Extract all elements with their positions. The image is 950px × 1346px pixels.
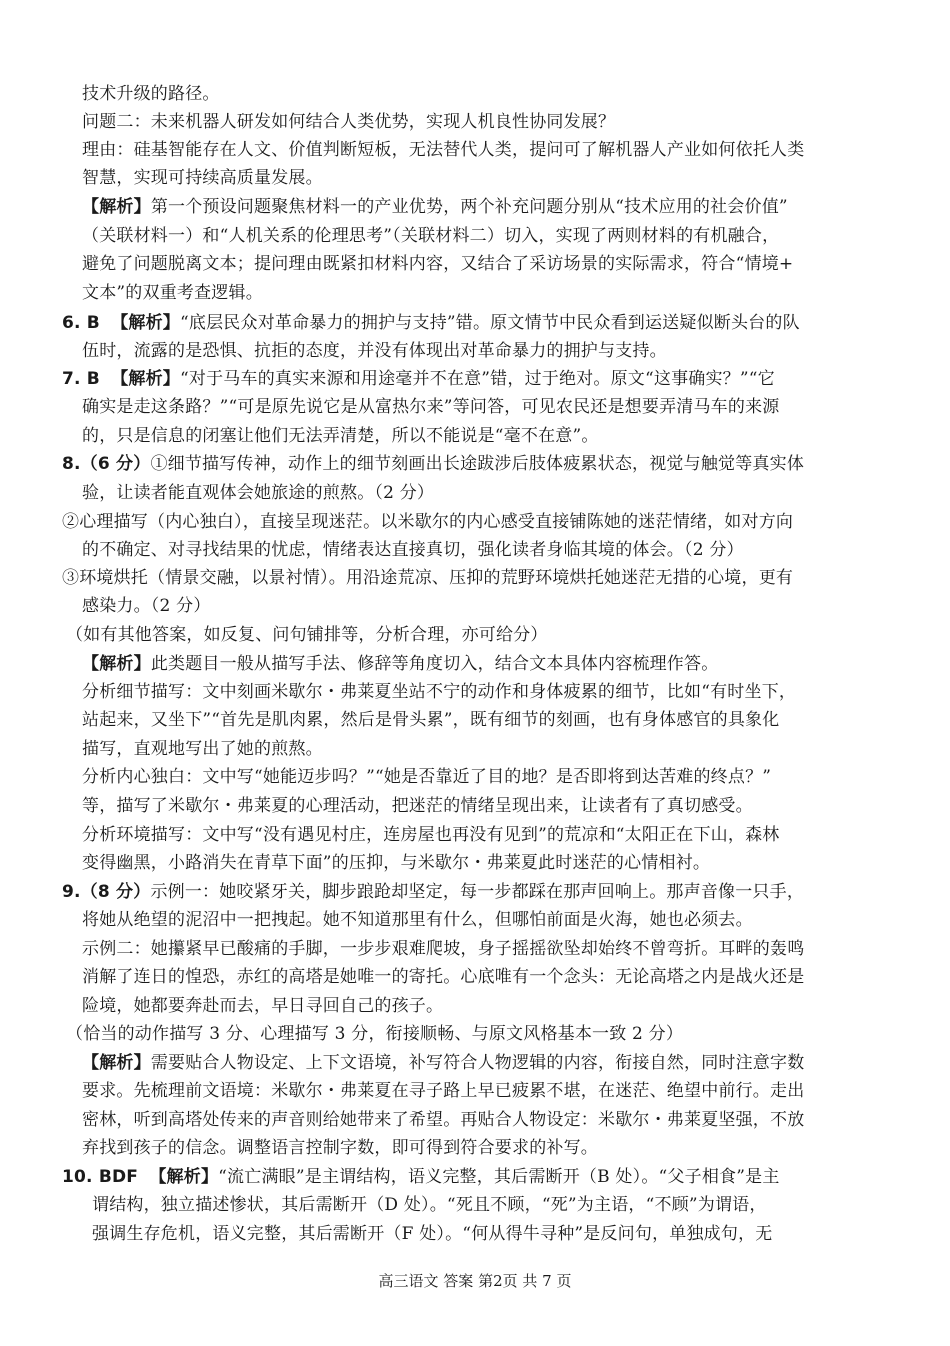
- text-line: 文本”的双重考查逻辑。: [82, 283, 263, 303]
- text-line: 确实是走这条路？”“可是原先说它是从富热尔来”等问答，可见农民还是想要弄清马车的来源: [82, 397, 780, 417]
- item-number: 8.（6 分）: [62, 454, 151, 474]
- answer-item-8: [62, 452, 804, 476]
- answer-item-6: [62, 311, 800, 335]
- text-line: 技术升级的路径。: [82, 84, 220, 104]
- text-line: 等，描写了米歇尔・弗莱夏的心理活动，把迷茫的情绪呈现出来，让读者有了真切感受。: [82, 796, 753, 816]
- text-line: 强调生存危机，语义完整，其后需断开（F 处）。“何从得牛寻种”是反问句，单独成句，无: [92, 1224, 773, 1244]
- text-span: 第一个预设问题聚焦材料一的产业优势，两个补充问题分别从“技术应用的社会价值”: [150, 197, 788, 217]
- text-line: 的不确定、对寻找结果的忧虑，情绪表达直接真切，强化读者身临其境的体会。（2 分）: [82, 540, 744, 560]
- analysis-tag: 【解析】: [82, 654, 151, 674]
- text-line: 将她从绝望的泥沼中一把拽起。她不知道那里有什么，但哪怕前面是火海，她也必须去。: [82, 910, 753, 930]
- text-line: 消解了连日的惶恐，赤红的高塔是她唯一的寄托。心底唯有一个念头：无论高塔之内是战火还是: [82, 967, 805, 987]
- text-line: 分析细节描写：文中刻画米歇尔・弗莱夏坐站不宁的动作和身体疲累的细节，比如“有时坐下，: [82, 682, 797, 702]
- page-footer: 高三语文 答案 第2页 共 7 页: [378, 1272, 572, 1290]
- text-line: 理由：硅基智能存在人文、价值判断短板，无法替代人类，提问可了解机器人产业如何依托人类: [82, 140, 805, 160]
- text-line: 站起来，又坐下”“首先是肌肉累，然后是骨头累”，既有细节的刻画，也有身体感官的具象化: [82, 710, 780, 730]
- text-span: 此类题目一般从描写手法、修辞等角度切入，结合文本具体内容梳理作答。: [150, 654, 719, 674]
- text-line: 伍时，流露的是恐惧、抗拒的态度，并没有体现出对革命暴力的拥护与支持。: [82, 341, 667, 361]
- item-number: 7. B: [62, 369, 100, 389]
- text-line: （恰当的动作描写 3 分、心理描写 3 分，衔接顺畅、与原文风格基本一致 2 分）: [66, 1024, 684, 1044]
- text-span: “流亡满眼”是主谓结构，语义完整，其后需断开（B 处）。“父子相食”是主: [218, 1167, 780, 1187]
- text-span: 需要贴合人物设定、上下文语境，补写符合人物逻辑的内容，衔接自然，同时注意字数: [150, 1053, 805, 1073]
- analysis-tag: 【解析】: [111, 369, 180, 389]
- text-line: 密林，听到高塔处传来的声音则给她带来了希望。再贴合人物设定：米歇尔・弗莱夏坚强，不放: [82, 1110, 805, 1130]
- analysis-line: [82, 652, 718, 676]
- text-span: “底层民众对革命暴力的拥护与支持”错。原文情节中民众看到运送疑似断头台的队: [180, 313, 800, 333]
- text-line: ③环境烘托（情景交融，以景衬情）。用沿途荒凉、压抑的荒野环境烘托她迷茫无措的心境，更有: [62, 568, 794, 588]
- text-span: 示例一：她咬紧牙关，脚步踉跄却坚定，每一步都踩在那声回响上。那声音像一只手，: [150, 882, 805, 902]
- text-line: 验，让读者能直观体会她旅途的煎熬。（2 分）: [82, 483, 435, 503]
- answer-item-9: [62, 880, 804, 904]
- text-line: 变得幽黑，小路消失在青草下面”的压抑，与米歇尔・弗莱夏此时迷茫的心情相衬。: [82, 853, 711, 873]
- answer-item-10: [62, 1165, 780, 1189]
- text-line: 避免了问题脱离文本；提问理由既紧扣材料内容，又结合了采访场景的实际需求，符合“情境+: [82, 254, 794, 274]
- analysis-tag: 【解析】: [82, 1053, 151, 1073]
- text-line: 示例二：她攥紧早已酸痛的手脚，一步步艰难爬坡，身子摇摇欲坠却始终不曾弯折。耳畔的轰鸣: [82, 939, 805, 959]
- text-line: 智慧，实现可持续高质量发展。: [82, 168, 323, 188]
- text-line: ②心理描写（内心独白），直接呈现迷茫。以米歇尔的内心感受直接铺陈她的迷茫情绪，如对方向: [62, 512, 794, 532]
- item-number: 6. B: [62, 313, 100, 333]
- analysis-tag: 【解析】: [149, 1167, 219, 1187]
- text-line: 要求。先梳理前文语境：米歇尔・弗莱夏在寻子路上早已疲累不堪，在迷茫、绝望中前行。走出: [82, 1081, 805, 1101]
- item-number: 10. BDF: [62, 1167, 139, 1187]
- text-line: 谓结构，独立描述惨状，其后需断开（D 处）。“死且不顾，“死”为主语，“不顾”为谓语，: [92, 1195, 767, 1215]
- analysis-tag: 【解析】: [82, 197, 151, 217]
- text-line: 描写，直观地写出了她的煎熬。: [82, 739, 323, 759]
- text-line: （关联材料一）和“人机关系的伦理思考”（关联材料二）切入，实现了两则材料的有机融合，: [82, 226, 780, 246]
- analysis-line: [82, 1051, 804, 1075]
- text-line: 的，只是信息的闭塞让他们无法弄清楚，所以不能说是“毫不在意”。: [82, 426, 599, 446]
- text-line: 弃找到孩子的信念。调整语言控制字数，即可得到符合要求的补写。: [82, 1138, 598, 1158]
- text-line: 问题二：未来机器人研发如何结合人类优势，实现人机良性协同发展？: [82, 112, 616, 132]
- text-line: 分析内心独白：文中写“她能迈步吗？”“她是否靠近了目的地？是否即将到达苦难的终点？”: [82, 767, 772, 787]
- text-line: 险境，她都要奔赴而去，早日寻回自己的孩子。: [82, 996, 444, 1016]
- text-line: 感染力。（2 分）: [82, 596, 211, 616]
- item-number: 9.（8 分）: [62, 882, 151, 902]
- analysis-tag: 【解析】: [111, 313, 180, 333]
- text-line: （如有其他答案，如反复、问句铺排等，分析合理，亦可给分）: [66, 625, 548, 645]
- text-span: ①细节描写传神，动作上的细节刻画出长途跋涉后肢体疲累状态，视觉与触觉等真实体: [150, 454, 805, 474]
- answer-item-7: [62, 367, 775, 391]
- text-span: “对于马车的真实来源和用途毫并不在意”错，过于绝对。原文“这事确实？”“它: [180, 369, 775, 389]
- analysis-line: [82, 195, 788, 219]
- text-line: 分析环境描写：文中写“没有遇见村庄，连房屋也再没有见到”的荒凉和“太阳正在下山，森林: [82, 825, 780, 845]
